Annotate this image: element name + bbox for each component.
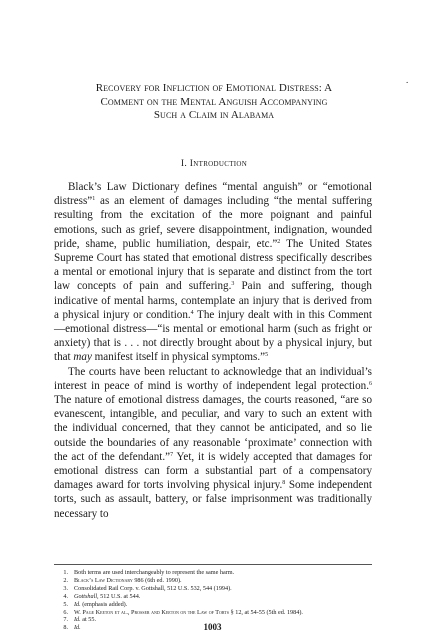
paragraph	[54, 180, 372, 365]
paragraph	[54, 365, 372, 521]
footnote-text: (emphasis added).	[80, 600, 128, 608]
paragraph-text: The injury dealt with in this Comment—emotional distress—“is mental or emotional harm (such as fright or anxiety) that is . . . not directly brought about by a physical injury, but that	[54, 308, 372, 364]
article-title	[30, 82, 398, 123]
paragraph-italic: may	[73, 351, 92, 364]
corner-mark: .	[406, 75, 409, 85]
footnote-text: Consolidated Rail Corp. v. Gottshall, 512 U.S. 532, 544 (1994).	[74, 584, 232, 592]
footnote-italic: Id.	[74, 624, 81, 632]
footnote	[54, 601, 372, 609]
paragraph-text: The nature of emotional distress damages, the courts reasoned, “are so evanescent, intangible, and peculiar, and vary to such an extent with the individual concerned, that they cannot be anticipated, and so lie outside the boundaries of any reasonable ‘proximate’ connection with the act of the defendant.”	[54, 394, 372, 463]
footnote-text: at 55.	[80, 616, 96, 624]
footnote-smallcaps: Black’s Law Dictionary	[74, 576, 133, 584]
footnote-ref: 3	[231, 281, 235, 288]
paragraph-text: Yet, it is widely accepted that damages for emotional distress can form a substantial part of a compensatory damages award for torts involving physical injury.	[54, 450, 372, 492]
paragraph-text: Some independent torts, such as assault, battery, or false imprisonment was traditionally necessary to	[54, 479, 372, 520]
title-line: Recovery for Infliction of Emotional Distress: A	[95, 82, 333, 94]
footnote-text: , 512 U.S. at 544.	[97, 592, 141, 600]
paragraph-text: Pain and suffering, though indicative of mental harms, contemplate an injury that is derived from a physical injury or condition.	[54, 280, 372, 321]
footnote-text: 986 (6th ed. 1990).	[132, 576, 182, 584]
footnote	[54, 569, 372, 577]
footnote	[54, 593, 372, 601]
footnote-ref: 1	[92, 196, 96, 203]
footnote-number: 3.	[63, 584, 68, 592]
paragraph-text: The United States Supreme Court has stated that emotional distress specifically describes a mental or emotional injury that is separate and distinct from the tort law concepts of pain and suffering.	[54, 237, 372, 293]
footnote-number: 5.	[63, 600, 68, 608]
title-line: Such a Claim in Alabama	[153, 109, 275, 122]
footnote-ref: 6	[369, 380, 372, 387]
paragraph-text: manifest itself in physical symptoms.”	[91, 351, 266, 364]
footnote-smallcaps: W. Page Keeton et al., Prosser and Keeton on the Law of Torts	[74, 608, 230, 616]
footnote-ref: 4	[190, 309, 194, 316]
footnote-ref: 5	[265, 352, 269, 359]
body-text	[54, 180, 372, 521]
title-line: Comment on the Mental Anguish Accompanying	[100, 95, 328, 108]
footnote	[54, 609, 372, 617]
paragraph-text: The courts have been reluctant to acknowledge that an individual’s interest in peace of mind is worthy of independent legal protection.	[54, 365, 372, 392]
footnote	[54, 577, 372, 585]
paragraph-text: Black’s Law Dictionary defines “mental anguish” or “emotional distress”	[54, 181, 372, 208]
footnote-number: 4.	[63, 592, 68, 600]
page-number: 1003	[203, 622, 222, 632]
footnote-italic: Id.	[74, 600, 81, 608]
footnote-number: 7.	[63, 616, 68, 624]
footnote	[54, 585, 372, 593]
footnote-italic: Gottshall	[74, 592, 98, 600]
footnote-divider	[54, 564, 372, 565]
footnote-italic: Id.	[74, 616, 81, 624]
footnote-ref: 7	[170, 451, 174, 458]
footnote-ref: 8	[282, 480, 286, 487]
footnote-number: 8.	[63, 624, 68, 632]
footnote-text: Both terms are used interchangeably to represent the same harm.	[74, 569, 235, 576]
footnote-number: 1.	[63, 569, 68, 576]
footnote-number: 6.	[63, 608, 68, 616]
section-heading: I. Introduction	[180, 158, 248, 169]
paragraph-text: as an element of damages including “the mental suffering resulting from the excitation of the more poignant and painful emotions, such as grief, severe disappointment, indignation, wounded pride, shame, public humiliation, despair, etc.”	[54, 195, 372, 250]
footnote-text: § 12, at 54-55 (5th ed. 1984).	[229, 608, 303, 616]
footnote-number: 2.	[63, 576, 68, 584]
footnote-ref: 2	[277, 238, 281, 245]
